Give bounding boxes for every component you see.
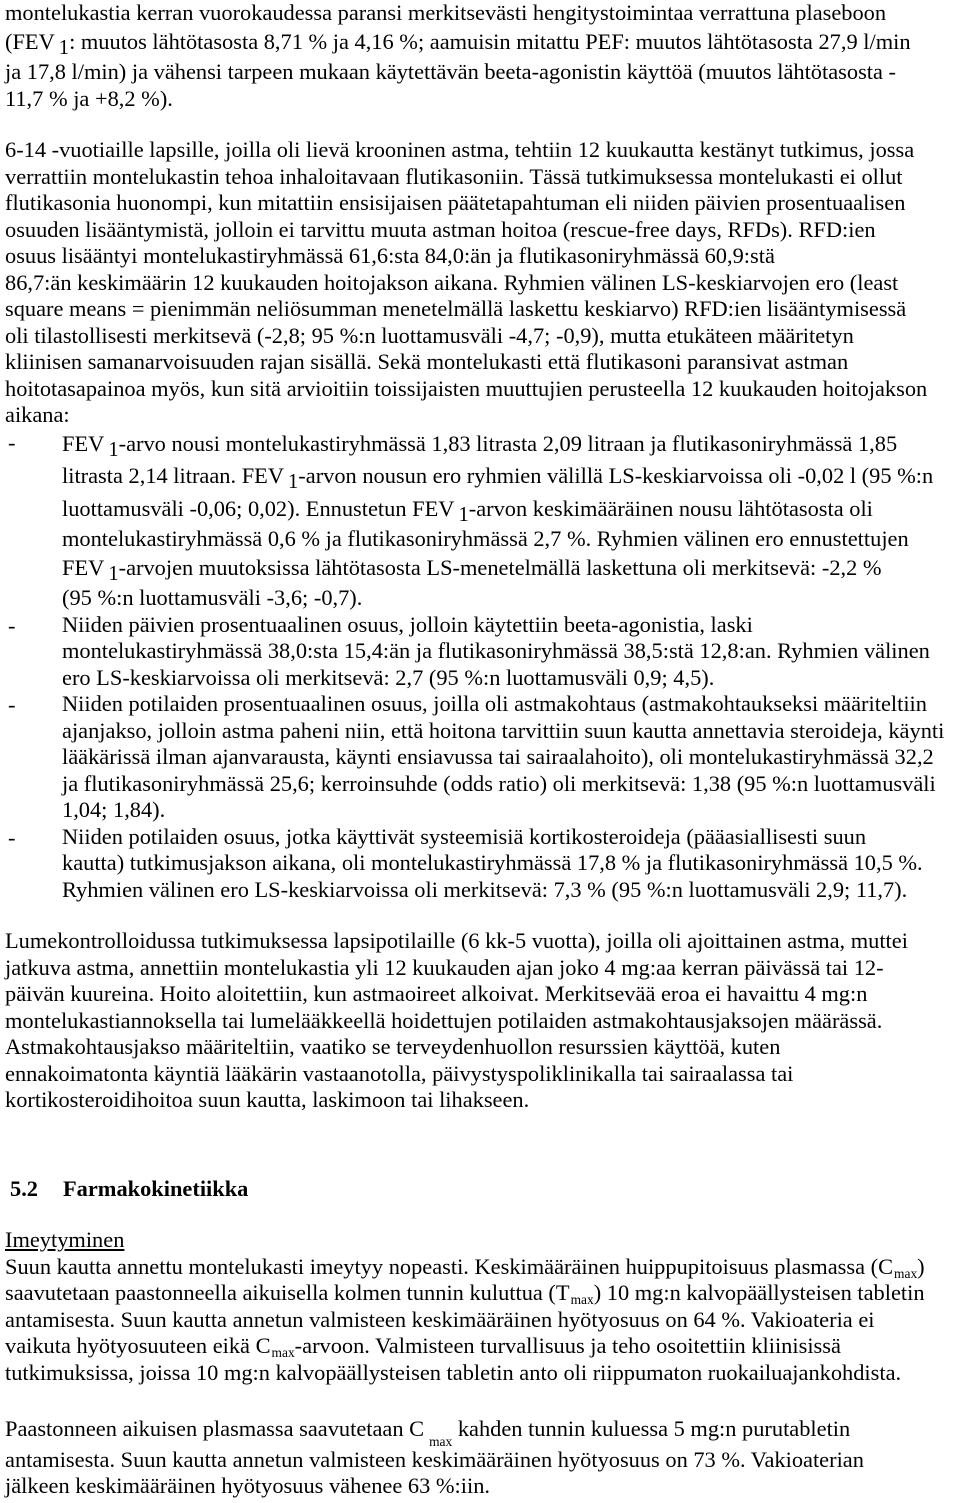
text-line bbox=[5, 217, 960, 244]
text-run: Niiden potilaiden osuus, jotka käyttivät systeemisiä kortikosteroideja (pääasiallisesti suun bbox=[62, 823, 867, 849]
text-line bbox=[5, 164, 960, 191]
text-run: (95 %:n luottamusväli -3,6; -0,7). bbox=[62, 585, 363, 610]
list-dash: - bbox=[8, 692, 16, 717]
text-run: 11,7 % ja +8,2 %). bbox=[5, 85, 173, 111]
text-run: antamisesta. Suun kautta annetun valmisteen keskimääräinen hyötyosuus on 73 %. Vakioaterian bbox=[5, 1446, 864, 1472]
text-line bbox=[5, 376, 960, 403]
text-run: montelukastiryhmässä 38,0:sta 15,4:än ja flutikasoniryhmässä 38,5:stä 12,8:an. Ryhmien välinen bbox=[62, 638, 930, 663]
text-run: Suun kautta annettu montelukasti imeytyy nopeasti. Keskimääräinen huippupitoisuus plasmassa (C bbox=[5, 1253, 894, 1279]
subscript: max bbox=[894, 1265, 918, 1281]
list-dash: - bbox=[8, 824, 16, 850]
text-run: kortikosteroidihoitoa suun kautta, laskimoon tai lihakseen. bbox=[5, 1087, 530, 1112]
list-item-text bbox=[62, 691, 960, 824]
subscript: 1 bbox=[108, 562, 119, 585]
text-line bbox=[5, 270, 960, 297]
text-line bbox=[62, 638, 960, 665]
text-line bbox=[5, 1333, 960, 1360]
text-line bbox=[62, 585, 960, 612]
subscript: 1 bbox=[108, 438, 119, 461]
text-run: montelukastia kerran vuorokaudessa paransi merkitsevästi hengitystoimintaa verrattuna plaseboon bbox=[5, 0, 887, 25]
absorption-tablet-paragraph bbox=[5, 1254, 960, 1387]
text-line bbox=[5, 1473, 960, 1500]
text-line bbox=[5, 296, 960, 323]
text-line bbox=[5, 27, 960, 60]
text-run: ) bbox=[917, 1253, 925, 1279]
result-list-item-fev1 bbox=[5, 429, 960, 612]
text-line bbox=[5, 137, 960, 164]
text-line bbox=[62, 429, 960, 462]
text-line bbox=[62, 744, 960, 771]
text-run: aikana: bbox=[5, 402, 70, 427]
result-list-item-beta-agonist-days bbox=[5, 612, 960, 692]
text-line bbox=[5, 1254, 960, 1281]
text-run: päivän kuureina. Hoito aloitettiin, kun astmaoireet alkoivat. Merkitsevää eroa ei havaittu 4 mg:n bbox=[5, 981, 868, 1006]
text-line bbox=[5, 1034, 960, 1061]
text-run: montelukastiannoksella tai lumelääkkeellä hoidettujen potilaiden astmakohtausjaksojen määrässä. bbox=[5, 1007, 883, 1033]
text-run: luottamusväli -0,06; 0,02). Ennustetun FEV bbox=[62, 495, 455, 521]
text-line bbox=[62, 612, 960, 639]
efficacy-paragraph-continued bbox=[5, 0, 960, 112]
text-run: 6-14 -vuotiaille lapsille, joilla oli lievä krooninen astma, tehtiin 12 kuukautta kestänyt tutkimus, jossa bbox=[5, 137, 915, 162]
text-run: Ryhmien välinen ero LS-keskiarvoissa oli merkitsevä: 7,3 % (95 %:n luottamusväli 2,9; 11,7). bbox=[62, 876, 908, 902]
text-run: ) 10 mg:n kalvopäällysteisen tabletin bbox=[593, 1280, 925, 1305]
text-line bbox=[5, 1414, 960, 1447]
subsection-heading bbox=[5, 1227, 960, 1254]
result-list-item-systemic-corticosteroids bbox=[5, 824, 960, 904]
text-line bbox=[5, 955, 960, 982]
text-line bbox=[62, 494, 960, 527]
text-line bbox=[62, 850, 960, 877]
text-line bbox=[5, 0, 960, 27]
result-list-item-asthma-attacks bbox=[5, 691, 960, 824]
text-line bbox=[62, 824, 960, 851]
text-run: verrattiin montelukastin tehoa inhaloitavaan flutikasoniin. Tässä tutkimuksessa montelukasti ei ollut bbox=[5, 163, 903, 189]
text-run: 1,04; 1,84). bbox=[62, 797, 166, 822]
text-run: litrasta 2,14 litraan. FEV bbox=[62, 463, 284, 488]
text-run: kautta) tutkimusjakson aikana, oli montelukastiryhmässä 17,8 % ja flutikasoniryhmässä 10,5 %. bbox=[62, 850, 923, 875]
text-run: Niiden potilaiden prosentuaalinen osuus, joilla oli astmakohtaus (astmakohtaukseksi määriteltiin bbox=[62, 691, 927, 716]
text-run: ennakoimatonta käyntiä lääkärin vastaanotolla, päivystyspoliklinikalla tai sairaalassa tai bbox=[5, 1060, 794, 1086]
text-line bbox=[5, 190, 960, 217]
text-run: ajanjakso, jolloin astma paheni niin, että hoitona tarvittiin suun kautta annettavia steroideja, käynti bbox=[62, 717, 945, 743]
section-heading bbox=[5, 1176, 960, 1203]
text-line bbox=[5, 349, 960, 376]
absorption-chewable-paragraph bbox=[5, 1414, 960, 1500]
text-run: (FEV bbox=[5, 28, 55, 54]
list-item-text bbox=[62, 612, 960, 692]
text-run: hoitotasapainoa myös, kun sitä arvioitiin toissijaisten muuttujien perusteella 12 kuukauden hoitojakson bbox=[5, 375, 928, 401]
text-run: saavutetaan paastonneella aikuisella kolmen tunnin kuluttua (T bbox=[5, 1280, 570, 1305]
text-line bbox=[62, 553, 960, 586]
text-run: flutikasonia huonompi, kun mitattiin ensisijaisen päätetapahtuman eli niiden päivien prosentuaalisen bbox=[5, 190, 906, 215]
text-line bbox=[62, 691, 960, 718]
list-dash: - bbox=[8, 612, 16, 638]
list-item-text bbox=[62, 824, 960, 904]
section-title: Farmakokinetiikka bbox=[63, 1175, 249, 1201]
text-line bbox=[62, 718, 960, 745]
text-run: ja flutikasoniryhmässä 25,6; kerroinsuhde (odds ratio) oli merkitsevä: 1,38 (95 %:n luottamusväli bbox=[62, 770, 936, 796]
list-dash: - bbox=[8, 429, 16, 455]
text-run: ja 17,8 l/min) ja vähensi tarpeen mukaan käytettävän beeta-agonistin käyttöä (muutos lähtötasosta - bbox=[5, 59, 897, 84]
section-number: 5.2 bbox=[10, 1175, 38, 1201]
text-run: vaikuta hyötyosuuteen eikä C bbox=[5, 1333, 271, 1358]
text-line bbox=[62, 665, 960, 692]
text-run: kahden tunnin kuluessa 5 mg:n purutabletin bbox=[452, 1416, 851, 1441]
text-run: osuus lisääntyi montelukastiryhmässä 61,6:sta 84,0:än ja flutikasoniryhmässä 60,9:stä bbox=[5, 243, 775, 268]
subscript: 1 bbox=[58, 36, 70, 59]
text-run: : muutos lähtötasosta 8,71 % ja 4,16 %; aamuisin mitattu PEF: muutos lähtötasosta 27,9 l/min bbox=[69, 28, 911, 54]
text-run: jatkuva astma, annettiin montelukastia yli 12 kuukauden ajan joko 4 mg:aa kerran päivässä tai 12- bbox=[5, 954, 884, 980]
text-run: FEV bbox=[62, 554, 105, 580]
text-run: Astmakohtausjakso määriteltiin, vaatiko se terveydenhuollon resurssien käyttöä, kuten bbox=[5, 1034, 781, 1059]
text-line bbox=[5, 1008, 960, 1035]
text-line bbox=[5, 928, 960, 955]
text-run: -arvon keskimääräinen nousu lähtötasosta oli bbox=[468, 495, 873, 521]
text-run: Niiden päivien prosentuaalinen osuus, jolloin käytettiin beeta-agonistia, laski bbox=[62, 611, 753, 637]
text-run: FEV bbox=[62, 430, 105, 456]
text-run: 86,7:än keskimäärin 12 kuukauden hoitojakson aikana. Ryhmien välinen LS-keskiarvojen ero (least bbox=[5, 269, 899, 295]
text-line bbox=[5, 1447, 960, 1474]
subsection-title: Imeytyminen bbox=[5, 1227, 125, 1252]
text-run: Lumekontrolloidussa tutkimuksessa lapsipotilaille (6 kk-5 vuotta), joilla oli ajoittainen astma, muttei bbox=[5, 928, 908, 953]
text-run: -arvoon. Valmisteen turvallisuus ja teho osoitettiin kliinisissä bbox=[294, 1333, 841, 1358]
text-line bbox=[5, 1087, 960, 1114]
text-line bbox=[62, 797, 960, 824]
text-run: jälkeen keskimääräinen hyötyosuus vähenee 63 %:iin. bbox=[5, 1473, 490, 1498]
text-run: osuuden lisääntymistä, jolloin ei tarvittu muuta astman hoitoa (rescue-free days, RFDs). RFD:ien bbox=[5, 216, 876, 242]
text-line bbox=[5, 243, 960, 270]
text-run: square means = pienimmän neliösumman menetelmällä laskettu keskiarvo) RFD:ien lisääntymisessä bbox=[5, 296, 907, 321]
text-run: montelukastiryhmässä 0,6 % ja flutikasoniryhmässä 2,7 %. Ryhmien välinen ero ennustettujen bbox=[62, 526, 909, 551]
text-run: lääkärissä ilman ajanvarausta, käynti ensiavussa tai sairaalahoito), oli montelukastiryhmässä 32,2 bbox=[62, 744, 934, 769]
subscript: max bbox=[271, 1345, 295, 1360]
placebo-study-paragraph bbox=[5, 928, 960, 1114]
text-run: -arvo nousi montelukastiryhmässä 1,83 litrasta 2,09 litraan ja flutikasoniryhmässä 1,85 bbox=[118, 430, 898, 456]
text-line bbox=[62, 877, 960, 904]
text-line bbox=[62, 771, 960, 798]
text-line bbox=[5, 1307, 960, 1334]
subscript: max bbox=[429, 1434, 453, 1449]
text-run: tutkimuksissa, joissa 10 mg:n kalvopäällysteisen tabletin anto oli riippumaton ruokailuajankohdista. bbox=[5, 1359, 902, 1385]
text-line bbox=[5, 402, 960, 429]
subscript: max bbox=[570, 1292, 594, 1307]
text-line bbox=[5, 323, 960, 350]
subscript: 1 bbox=[458, 503, 469, 526]
text-run: oli tilastollisesti merkitsevä (-2,8; 95 %:n luottamusväli -4,7; -0,9), mutta etukäteen määritetyn bbox=[5, 322, 854, 348]
text-line bbox=[62, 461, 960, 494]
text-line bbox=[62, 526, 960, 553]
text-run: ero LS-keskiarvoissa oli merkitsevä: 2,7 (95 %:n luottamusväli 0,9; 4,5). bbox=[62, 664, 715, 690]
text-line bbox=[5, 59, 960, 86]
text-run: antamisesta. Suun kautta annetun valmisteen keskimääräinen hyötyosuus on 64 %. Vakioateria ei bbox=[5, 1306, 875, 1332]
text-run: kliinisen samanarvoisuuden rajan sisällä. Sekä montelukasti että flutikasoni paransivat astman bbox=[5, 349, 849, 374]
text-line bbox=[5, 1061, 960, 1088]
subscript: 1 bbox=[288, 471, 299, 493]
text-line bbox=[5, 981, 960, 1008]
text-line bbox=[5, 86, 960, 113]
fluticasone-study-paragraph bbox=[5, 137, 960, 429]
list-item-text bbox=[62, 429, 960, 612]
text-line bbox=[5, 1280, 960, 1307]
text-run: Paastonneen aikuisen plasmassa saavutetaan C bbox=[5, 1416, 425, 1441]
text-line bbox=[5, 1360, 960, 1387]
text-run: -arvon nousun ero ryhmien välillä LS-keskiarvoissa oli -0,02 l (95 %:n bbox=[298, 463, 934, 488]
text-run: -arvojen muutoksissa lähtötasosta LS-menetelmällä laskettuna oli merkitsevä: -2,2 % bbox=[118, 554, 882, 580]
